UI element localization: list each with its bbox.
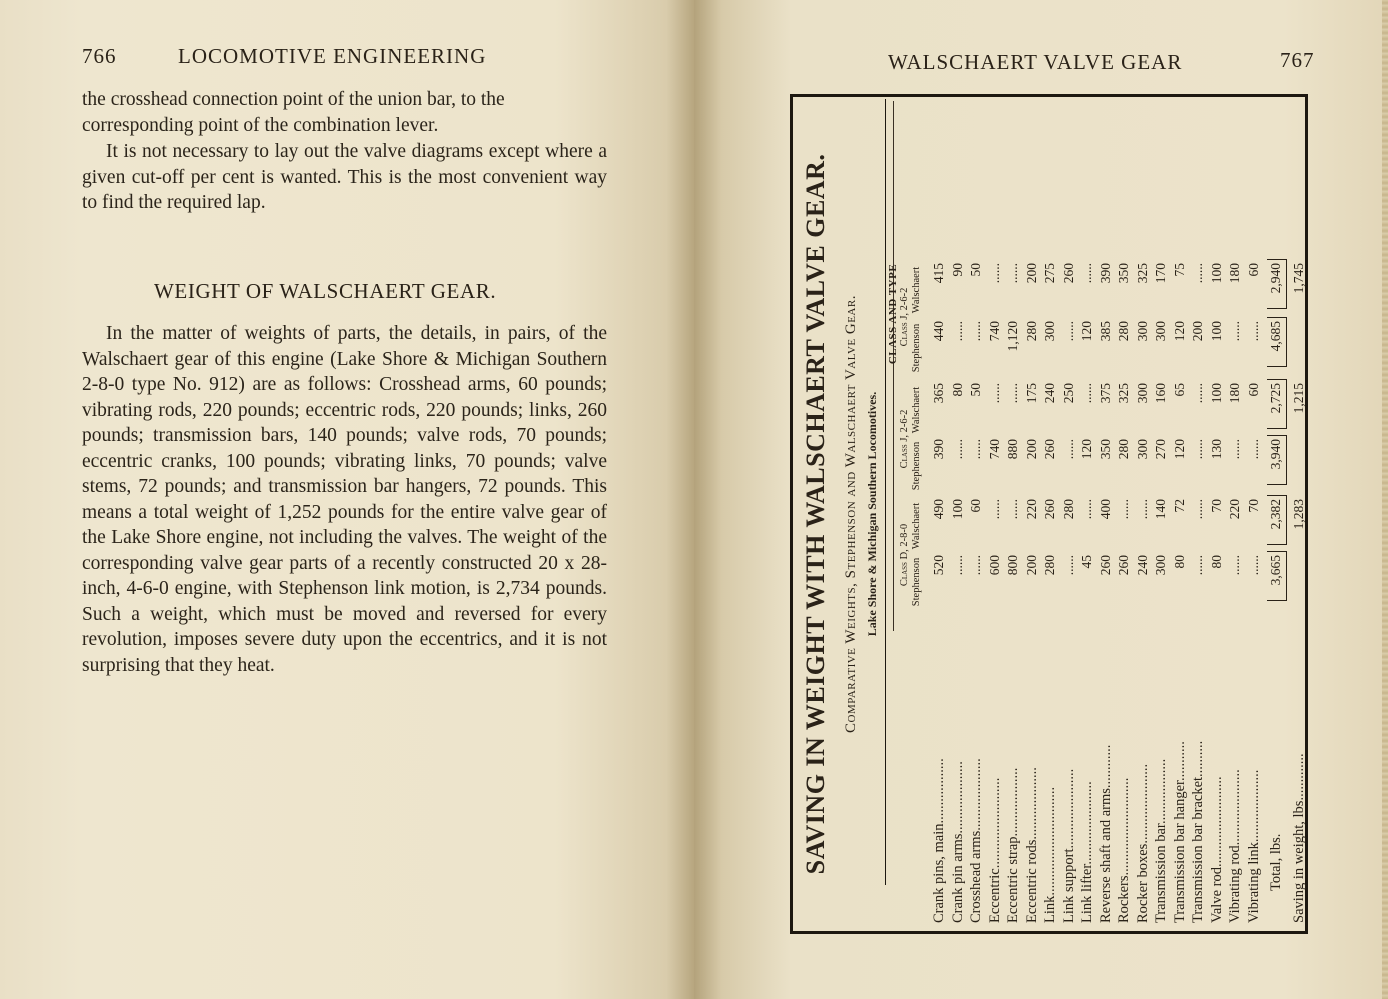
row-label: Link lifter....................... <box>1079 781 1095 923</box>
section-heading: WEIGHT OF WALSCHAERT GEAR. <box>154 279 497 303</box>
table-cell: 275 <box>1042 263 1057 284</box>
table-cell: ...... <box>1005 499 1020 520</box>
table-cell: 90 <box>949 263 965 277</box>
table-cell: 415 <box>931 263 946 284</box>
table-cell: 75 <box>1171 263 1187 277</box>
table-cell: ...... <box>1005 383 1020 404</box>
row-label: Transmission bar.................. <box>1153 758 1169 923</box>
table-cell: 70 <box>1208 499 1224 513</box>
table-cell: 260 <box>1042 499 1057 520</box>
rotated-weight-table <box>793 97 1305 931</box>
class-header-3: Class J, 2-6-2 <box>899 287 910 347</box>
total-box <box>1267 495 1287 545</box>
row-label: Valve rod......................... <box>1208 776 1225 923</box>
page-edge <box>1382 0 1388 999</box>
table-cell: 300 <box>1134 439 1150 460</box>
table-cell: ...... <box>1227 555 1242 576</box>
category-header: CLASS AND TYPE <box>887 263 899 365</box>
right-page-number: 767 <box>1280 48 1315 72</box>
table-cell: 260 <box>1116 555 1131 576</box>
table-cell: 260 <box>1060 263 1076 284</box>
table-cell: 80 <box>1171 555 1187 569</box>
table-cell: 130 <box>1208 439 1224 460</box>
table-cell: 3,940 <box>1268 439 1283 470</box>
right-running-head: WALSCHAERT VALVE GEAR <box>888 50 1183 74</box>
table-subtitle-railroad: Lake Shore & Michigan Southern Locomotives. <box>865 391 879 637</box>
table-cell: ...... <box>1227 321 1242 342</box>
table-cell: ...... <box>1060 439 1076 460</box>
right-page <box>694 0 1388 999</box>
column-header-6: Walschaert <box>911 266 922 314</box>
table-cell: 490 <box>931 499 946 520</box>
table-cell: 2,382 <box>1268 499 1283 530</box>
total-box <box>1267 379 1287 429</box>
table-cell: 175 <box>1023 383 1039 404</box>
row-label: Eccentric......................... <box>986 777 1003 923</box>
table-cell: 3,665 <box>1268 555 1283 586</box>
table-cell: 1,745 <box>1290 263 1306 294</box>
row-label: Link support...................... <box>1060 768 1077 923</box>
table-cell: 120 <box>1079 439 1094 460</box>
table-cell: 350 <box>1116 263 1131 284</box>
table-cell: 45 <box>1079 555 1094 569</box>
left-running-head: LOCOMOTIVE ENGINEERING <box>178 44 487 68</box>
class-header-1: Class D, 2-8-0 <box>899 523 910 587</box>
table-title-rule <box>885 99 886 885</box>
table-cell: 800 <box>1005 555 1020 576</box>
table-cell: 520 <box>931 555 946 576</box>
table-cell: ...... <box>1245 555 1261 576</box>
table-cell: 220 <box>1227 499 1242 520</box>
table-cell: 600 <box>986 555 1002 576</box>
table-cell: ...... <box>968 321 983 342</box>
left-page-number: 766 <box>82 44 117 68</box>
table-cell: 280 <box>1116 321 1131 342</box>
table-cell: 375 <box>1097 383 1113 404</box>
row-label: Rockers........................... <box>1116 777 1132 923</box>
table-cell: ...... <box>1190 555 1205 576</box>
row-label: Vibrating rod..................... <box>1227 769 1243 923</box>
table-cell: ...... <box>1134 499 1150 520</box>
total-box <box>1267 317 1287 367</box>
table-cell: 100 <box>1208 263 1224 284</box>
table-cell: 120 <box>1171 321 1187 342</box>
table-cell: 300 <box>1134 321 1150 342</box>
table-cell: ...... <box>1245 321 1261 342</box>
table-cell: 2,725 <box>1268 383 1283 414</box>
total-box <box>1267 551 1287 601</box>
table-cell: 270 <box>1153 439 1168 460</box>
table-cell: 50 <box>968 383 983 397</box>
table-cell: 300 <box>1042 321 1057 342</box>
table-cell: 390 <box>931 439 946 460</box>
table-cell: 60 <box>1245 383 1261 397</box>
table-cell: ...... <box>1005 263 1020 284</box>
row-label: Saving in weight, lbs............. <box>1290 753 1307 923</box>
table-cell: 120 <box>1079 321 1094 342</box>
table-cell: 240 <box>1042 383 1057 404</box>
paragraph-continuation: the crosshead connection point of the union bar, to the corresponding point of the combination lever. <box>82 89 505 136</box>
table-cell: 180 <box>1227 383 1242 404</box>
table-cell: 200 <box>1023 263 1039 284</box>
row-label: Crank pin arms.................... <box>949 761 966 923</box>
table-cell: 300 <box>1153 555 1168 576</box>
total-box <box>1267 435 1287 485</box>
column-header-5: Stephenson <box>911 323 922 373</box>
table-cell: 385 <box>1097 321 1113 342</box>
table-cell: 160 <box>1153 383 1168 404</box>
row-label: Link.............................. <box>1042 786 1058 923</box>
table-cell: 440 <box>931 321 946 342</box>
table-cell: ...... <box>1227 439 1242 460</box>
row-label: Eccentric rods.................... <box>1023 767 1040 923</box>
table-cell: ...... <box>1190 499 1205 520</box>
table-cell: ...... <box>986 499 1002 520</box>
table-cell: ...... <box>968 439 983 460</box>
table-cell: 100 <box>949 499 965 520</box>
row-label: Crank pins, main.................. <box>931 758 947 923</box>
table-cell: 50 <box>968 263 983 277</box>
paragraph-valve-diagrams: It is not necessary to lay out the valve diagrams except where a given cut-off per cent is wanted. This is the most convenient way to find the required lap. <box>82 141 607 213</box>
row-label: Vibrating link.................... <box>1245 769 1262 923</box>
table-cell: 100 <box>1208 321 1224 342</box>
table-cell: ...... <box>986 263 1002 284</box>
table-cell: ...... <box>1079 499 1094 520</box>
table-cell: 100 <box>1208 383 1224 404</box>
table-cell: 325 <box>1116 383 1131 404</box>
table-cell: 280 <box>1060 499 1076 520</box>
table-cell: 260 <box>1097 555 1113 576</box>
column-header-3: Stephenson <box>911 441 922 491</box>
table-cell: 4,685 <box>1268 321 1283 352</box>
table-cell: ...... <box>1190 263 1205 284</box>
table-cell: 200 <box>1190 321 1205 342</box>
table-cell: 80 <box>949 383 965 397</box>
table-cell: ...... <box>1245 439 1261 460</box>
table-cell: ...... <box>949 321 965 342</box>
table-cell: ...... <box>1060 321 1076 342</box>
paragraph-weights: In the matter of weights of parts, the details, in pairs, of the Walschaert gear of this engine (Lake Shore & Michigan Southern 2-8-0 type No. 912) are as follows: Crosshead arms, 60 pounds; vibrating rods, 220 pounds; eccentric rods, 220 pounds; links, 260 pounds; transmission bars, 140 pounds; valve rods, 70 pounds; eccentric cranks, 100 pounds; vibrating links, 70 pounds; valve stems, 72 pounds; and transmission bar hangers, 72 pounds. This means a total weight of 1,252 pounds for the entire valve gear of the Lake Shore engine, not including the valves. The weight of the corresponding valve gear parts of a recently constructed 20 x 28-inch, 4-6-0 engine, with Stephenson link motion, is 2,734 pounds. Such a weight, which must be moved and reversed for every revolution, imposes severe duty upon the eccentrics, and it is not surprising that they heat. <box>82 323 607 676</box>
table-cell: 280 <box>1023 321 1039 342</box>
table-cell: ...... <box>1190 383 1205 404</box>
table-cell: ...... <box>1116 499 1131 520</box>
table-cell: 300 <box>1153 321 1168 342</box>
table-cell: 200 <box>1023 555 1039 576</box>
table-cell: 60 <box>1245 263 1261 277</box>
row-label: Reverse shaft and arms............ <box>1097 744 1114 923</box>
table-cell: 1,215 <box>1290 383 1306 414</box>
table-cell: 200 <box>1023 439 1039 460</box>
table-cell: 880 <box>1005 439 1020 460</box>
row-label: Transmission bar hanger........... <box>1171 741 1188 923</box>
row-label: Rocker boxes...................... <box>1134 763 1151 923</box>
table-cell: 740 <box>986 439 1002 460</box>
row-label: Crosshead arms.................... <box>968 758 984 923</box>
table-cell: 350 <box>1097 439 1113 460</box>
table-cell: 260 <box>1042 439 1057 460</box>
table-cell: 220 <box>1023 499 1039 520</box>
table-cell: 390 <box>1097 263 1113 284</box>
table-cell: 180 <box>1227 263 1242 284</box>
table-cell: 72 <box>1171 499 1187 513</box>
table-cell: 1,283 <box>1290 499 1306 530</box>
table-cell: ...... <box>1190 439 1205 460</box>
table-cell: 365 <box>931 383 946 404</box>
table-cell: 80 <box>1208 555 1224 569</box>
total-box <box>1267 259 1287 309</box>
table-cell: ...... <box>1060 555 1076 576</box>
table-cell: 280 <box>1042 555 1057 576</box>
table-cell: ...... <box>1079 383 1094 404</box>
table-cell: 1,120 <box>1005 321 1020 352</box>
table-cell: 400 <box>1097 499 1113 520</box>
row-label: Eccentric strap................... <box>1005 767 1021 923</box>
table-cell: 300 <box>1134 383 1150 404</box>
table-cell: 60 <box>968 499 983 513</box>
weight-table-frame <box>790 94 1308 934</box>
table-cell: 740 <box>986 321 1002 342</box>
row-label: Total, lbs. <box>1268 833 1284 891</box>
table-cell: 65 <box>1171 383 1187 397</box>
column-header-2: Walschaert <box>911 502 922 550</box>
table-cell: ...... <box>949 439 965 460</box>
table-cell: 240 <box>1134 555 1150 576</box>
table-cell: ...... <box>1079 263 1094 284</box>
table-cell: 2,940 <box>1268 263 1283 294</box>
table-cell: 170 <box>1153 263 1168 284</box>
column-header-4: Walschaert <box>911 386 922 434</box>
table-cell: 120 <box>1171 439 1187 460</box>
table-cell: ...... <box>949 555 965 576</box>
row-label: Transmission bar bracket.......... <box>1190 740 1206 923</box>
table-cell: ...... <box>968 555 983 576</box>
table-cell: 140 <box>1153 499 1168 520</box>
class-header-2: Class J, 2-6-2 <box>899 409 910 469</box>
table-cell: 250 <box>1060 383 1076 404</box>
table-cell: 280 <box>1116 439 1131 460</box>
table-title: SAVING IN WEIGHT WITH WALSCHAERT VALVE GEAR. <box>801 153 830 875</box>
table-cell: ...... <box>986 383 1002 404</box>
table-cell: 70 <box>1245 499 1261 513</box>
column-header-1: Stephenson <box>911 557 922 607</box>
table-subtitle: Comparative Weights, Stephenson and Walschaert Valve Gear. <box>843 295 859 733</box>
table-cell: 325 <box>1134 263 1150 284</box>
